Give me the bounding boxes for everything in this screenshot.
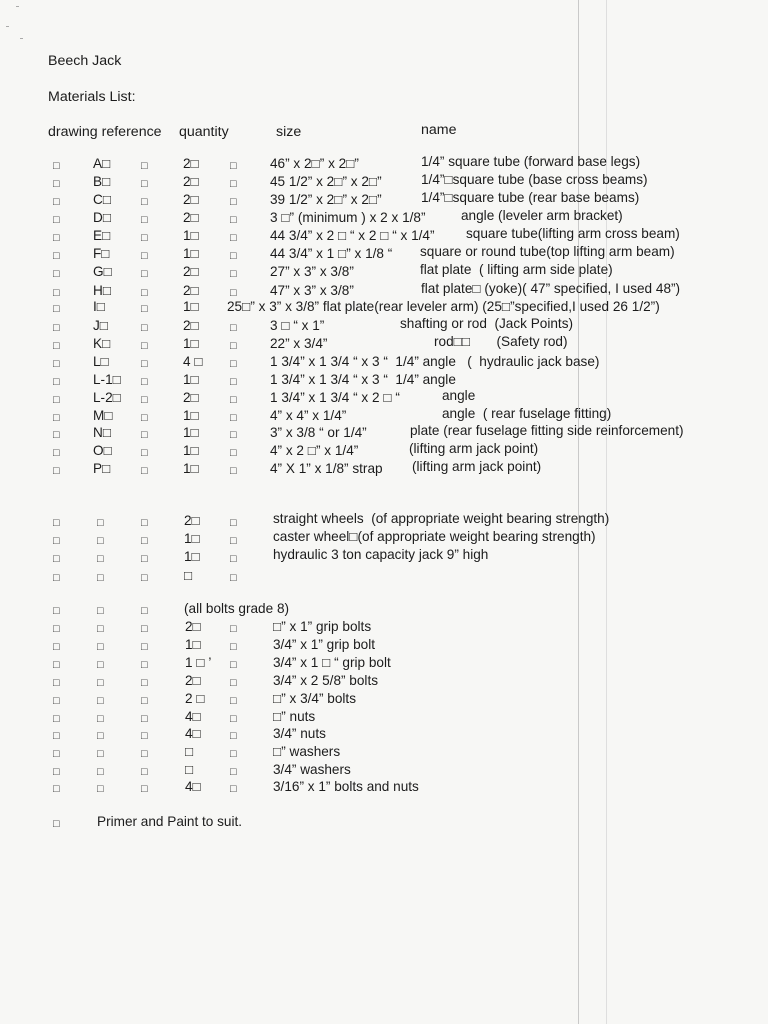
box-glyph: □ [141,730,148,742]
scan-speck [6,26,9,27]
material-ref: N□ [93,425,112,440]
bolt-qty: □ [185,762,194,777]
box-glyph: □ [141,250,148,262]
material-name: (lifting arm jack point) [409,441,539,456]
bolts-note: (all bolts grade 8) [184,601,290,616]
material-ref: O□ [93,443,112,458]
box-glyph: □ [53,376,60,388]
material-ref: L-2□ [93,390,121,405]
box-glyph: □ [141,412,148,424]
document-subtitle: Materials List: [48,89,136,105]
box-glyph: □ [230,250,237,262]
box-glyph: □ [53,517,60,529]
box-glyph: □ [53,605,60,617]
material-name: 1/4”□square tube (rear base beams) [421,190,640,205]
box-glyph: □ [53,214,60,226]
box-glyph: □ [97,730,104,742]
box-glyph: □ [230,572,237,584]
box-glyph: □ [230,394,237,406]
box-glyph: □ [141,623,148,635]
bolt-qty: 2 □ [185,691,205,706]
bolt-qty: □ [185,744,194,759]
header-drawing-reference: drawing reference [48,124,162,140]
box-glyph: □ [230,340,237,352]
material-qty: 1□ [183,246,199,261]
box-glyph: □ [53,358,60,370]
material-name: square tube(lifting arm cross beam) [466,226,680,241]
bolt-desc: □” x 3/4” bolts [273,691,357,706]
box-glyph: □ [53,303,60,315]
box-glyph: □ [141,303,148,315]
hardware-qty: 1□ [184,531,200,546]
material-qty: 1□ [183,299,199,314]
bolt-qty: 4□ [185,709,201,724]
material-name: plate (rear fuselage fitting side reinforcement) [410,423,684,438]
box-glyph: □ [230,517,237,529]
box-glyph: □ [230,748,237,760]
box-glyph: □ [141,783,148,795]
box-glyph: □ [53,178,60,190]
material-qty: 2□ [183,192,199,207]
box-glyph: □ [230,713,237,725]
hardware-desc: hydraulic 3 ton capacity jack 9” high [273,547,489,562]
material-qty: 1□ [183,461,199,476]
box-glyph: □ [230,376,237,388]
bolt-desc: □” nuts [273,709,316,724]
box-glyph: □ [230,232,237,244]
material-size: 27” x 3” x 3/8” [270,264,354,279]
material-qty: 1□ [183,336,199,351]
box-glyph: □ [53,730,60,742]
box-glyph: □ [53,447,60,459]
box-glyph: □ [53,766,60,778]
box-glyph: □ [230,730,237,742]
box-glyph: □ [141,268,148,280]
material-name: angle (leveler arm bracket) [461,208,623,223]
box-glyph: □ [97,517,104,529]
material-name: square or round tube(top lifting arm beam) [420,244,675,259]
box-glyph: □ [53,641,60,653]
box-glyph: □ [141,748,148,760]
box-glyph: □ [97,748,104,760]
box-glyph: □ [141,287,148,299]
material-name: angle ( rear fuselage fitting) [442,406,612,421]
box-glyph: □ [230,659,237,671]
material-ref: I□ [93,299,105,314]
box-glyph: □ [53,429,60,441]
box-glyph: □ [141,553,148,565]
box-glyph: □ [141,572,148,584]
box-glyph: □ [53,412,60,424]
material-size: 44 3/4” x 2 □ “ x 2 □ “ x 1/4” [270,228,435,243]
bolt-qty: 2□ [185,673,201,688]
material-qty: 2□ [183,156,199,171]
box-glyph: □ [230,412,237,424]
box-glyph: □ [141,196,148,208]
material-name: flat plate□ (yoke)( 47” specified, I used 48”) [421,281,681,296]
box-glyph: □ [141,429,148,441]
material-size: 47” x 3” x 3/8” [270,283,354,298]
box-glyph: □ [141,394,148,406]
box-glyph: □ [141,160,148,172]
box-glyph: □ [230,623,237,635]
material-ref: B□ [93,174,111,189]
material-size: 3” x 3/8 “ or 1/4” [270,425,367,440]
material-qty: 1□ [183,372,199,387]
box-glyph: □ [230,268,237,280]
box-glyph: □ [141,659,148,671]
material-size: 1 3/4” x 1 3/4 “ x 3 “ 1/4” angle [270,372,456,387]
material-size: 45 1/2” x 2□” x 2□” [270,174,382,189]
material-qty: 2□ [183,283,199,298]
box-glyph: □ [53,465,60,477]
box-glyph: □ [141,340,148,352]
box-glyph: □ [53,394,60,406]
bolt-qty: 1□ [185,637,201,652]
box-glyph: □ [230,322,237,334]
box-glyph: □ [141,358,148,370]
material-qty: 2□ [183,264,199,279]
box-glyph: □ [230,196,237,208]
box-glyph: □ [53,713,60,725]
material-name: (lifting arm jack point) [412,459,542,474]
box-glyph: □ [53,623,60,635]
footer-note: Primer and Paint to suit. [97,814,243,829]
material-qty: 2□ [183,174,199,189]
material-ref: J□ [93,318,109,333]
material-name: 1/4”□square tube (base cross beams) [421,172,648,187]
box-glyph: □ [53,340,60,352]
hardware-qty: 1□ [184,549,200,564]
box-glyph: □ [53,553,60,565]
box-glyph: □ [97,623,104,635]
box-glyph: □ [230,214,237,226]
material-qty: 1□ [183,228,199,243]
material-qty: 2□ [183,210,199,225]
material-qty: 1□ [183,425,199,440]
hardware-qty: 2□ [184,513,200,528]
material-name: shafting or rod (Jack Points) [400,316,574,331]
box-glyph: □ [97,677,104,689]
material-name: angle [442,388,476,403]
material-ref: K□ [93,336,111,351]
box-glyph: □ [141,677,148,689]
material-ref: L□ [93,354,109,369]
scan-speck [20,38,23,39]
bolt-desc: 3/4” x 1 □ “ grip bolt [273,655,391,670]
box-glyph: □ [230,695,237,707]
material-qty: 4 □ [183,354,203,369]
bolt-desc: □” washers [273,744,341,759]
bolt-desc: 3/4” washers [273,762,351,777]
box-glyph: □ [230,677,237,689]
box-glyph: □ [230,160,237,172]
box-glyph: □ [53,572,60,584]
box-glyph: □ [53,818,60,830]
bolt-desc: □” x 1” grip bolts [273,619,372,634]
box-glyph: □ [141,232,148,244]
material-ref: H□ [93,283,112,298]
material-qty: 2□ [183,390,199,405]
material-size: 4” x 2 □” x 1/4” [270,443,359,458]
box-glyph: □ [53,748,60,760]
box-glyph: □ [141,447,148,459]
material-ref: P□ [93,461,111,476]
header-size: size [276,124,302,140]
box-glyph: □ [141,376,148,388]
box-glyph: □ [141,214,148,226]
box-glyph: □ [141,605,148,617]
box-glyph: □ [53,677,60,689]
box-glyph: □ [97,659,104,671]
box-glyph: □ [97,783,104,795]
hardware-desc: caster wheel□(of appropriate weight bearing strength) [273,529,596,544]
box-glyph: □ [230,553,237,565]
bolt-desc: 3/4” x 1” grip bolt [273,637,375,652]
box-glyph: □ [53,695,60,707]
material-size: 4” X 1” x 1/8” strap [270,461,383,476]
box-glyph: □ [53,535,60,547]
bolt-qty: 2□ [185,619,201,634]
box-glyph: □ [97,713,104,725]
box-glyph: □ [97,695,104,707]
scan-speck [16,6,19,7]
material-size: 39 1/2” x 2□” x 2□” [270,192,382,207]
material-ref: G□ [93,264,112,279]
material-qty: 1□ [183,408,199,423]
box-glyph: □ [141,465,148,477]
box-glyph: □ [141,178,148,190]
box-glyph: □ [230,178,237,190]
box-glyph: □ [97,535,104,547]
box-glyph: □ [53,783,60,795]
box-glyph: □ [141,695,148,707]
material-name: flat plate ( lifting arm side plate) [420,262,613,277]
material-size: 22” x 3/4” [270,336,328,351]
hardware-qty: □ [184,568,193,583]
box-glyph: □ [141,713,148,725]
box-glyph: □ [53,160,60,172]
header-name: name [421,122,457,138]
box-glyph: □ [230,358,237,370]
box-glyph: □ [97,605,104,617]
material-size: 44 3/4” x 1 □” x 1/8 “ [270,246,393,261]
material-ref: L-1□ [93,372,121,387]
box-glyph: □ [53,196,60,208]
box-glyph: □ [230,641,237,653]
material-name: 1/4” square tube (forward base legs) [421,154,641,169]
box-glyph: □ [53,322,60,334]
box-glyph: □ [53,268,60,280]
material-ref: E□ [93,228,111,243]
box-glyph: □ [53,659,60,671]
box-glyph: □ [230,429,237,441]
material-ref: C□ [93,192,112,207]
box-glyph: □ [141,517,148,529]
material-size: 3 □ “ x 1” [270,318,325,333]
material-size: 3 □” (minimum ) x 2 x 1/8” [270,210,426,225]
box-glyph: □ [141,322,148,334]
material-ref: D□ [93,210,112,225]
bolt-desc: 3/4” nuts [273,726,326,741]
material-name: rod□□ (Safety rod) [434,334,568,349]
box-glyph: □ [53,287,60,299]
box-glyph: □ [230,783,237,795]
box-glyph: □ [141,641,148,653]
material-ref: F□ [93,246,110,261]
material-qty: 1□ [183,443,199,458]
box-glyph: □ [97,766,104,778]
bolt-qty: 4□ [185,726,201,741]
material-size: 25□” x 3” x 3/8” flat plate(rear leveler arm) (25□”specified,I used 26 1/2”) [227,299,660,314]
material-size: 1 3/4” x 1 3/4 “ x 3 “ 1/4” angle ( hydraulic jack base) [270,354,600,369]
box-glyph: □ [230,287,237,299]
box-glyph: □ [230,465,237,477]
bolt-qty: 1 □ ’ [185,655,212,670]
bolt-qty: 4□ [185,779,201,794]
box-glyph: □ [53,232,60,244]
header-quantity: quantity [179,124,229,140]
box-glyph: □ [97,641,104,653]
document-title: Beech Jack [48,53,122,69]
material-ref: M□ [93,408,113,423]
bolt-desc: 3/4” x 2 5/8” bolts [273,673,379,688]
box-glyph: □ [53,250,60,262]
box-glyph: □ [97,572,104,584]
box-glyph: □ [141,766,148,778]
material-size: 1 3/4” x 1 3/4 “ x 2 □ “ [270,390,400,405]
material-qty: 2□ [183,318,199,333]
box-glyph: □ [230,447,237,459]
box-glyph: □ [141,535,148,547]
box-glyph: □ [97,553,104,565]
box-glyph: □ [230,766,237,778]
hardware-desc: straight wheels (of appropriate weight bearing strength) [273,511,610,526]
material-size: 46” x 2□” x 2□” [270,156,359,171]
material-ref: A□ [93,156,111,171]
material-size: 4” x 4” x 1/4” [270,408,347,423]
box-glyph: □ [230,535,237,547]
bolt-desc: 3/16” x 1” bolts and nuts [273,779,419,794]
